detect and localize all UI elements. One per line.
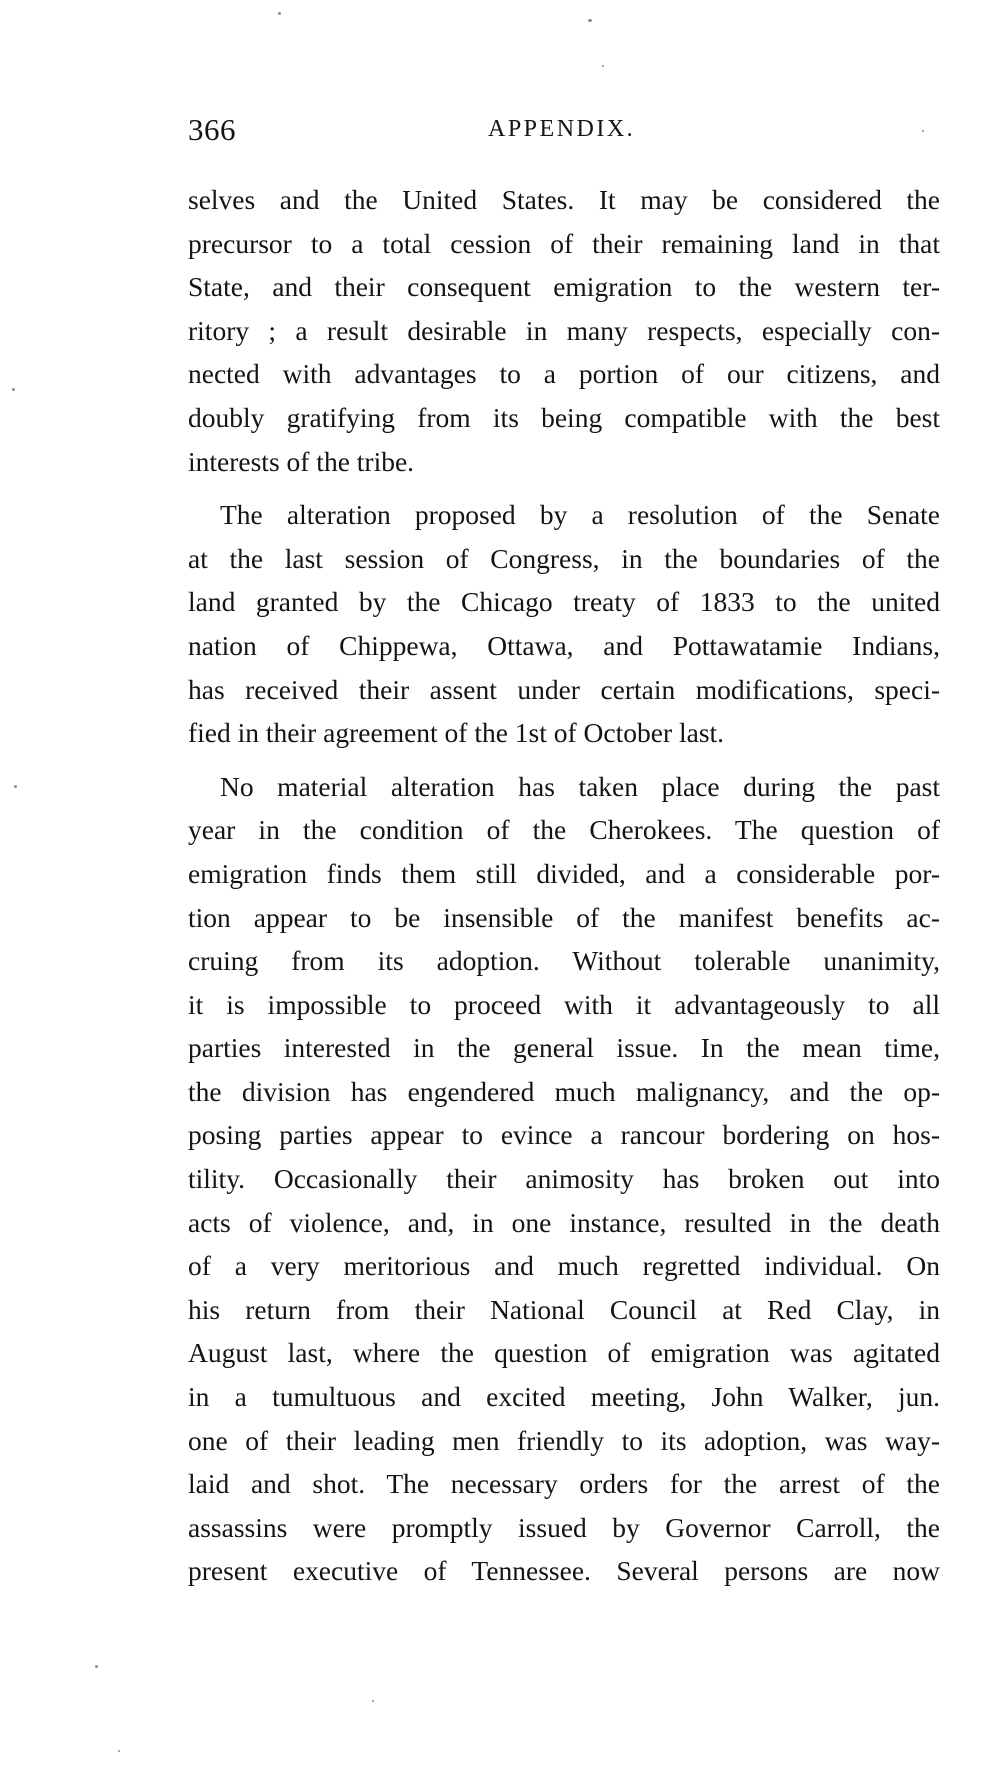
body-text [188, 178, 940, 1593]
text-line: has received their assent under certain modifications, speci- [188, 673, 940, 705]
scan-speck [278, 12, 281, 15]
text-line: parties interested in the general issue. In the mean time, [188, 1032, 940, 1064]
text-line: The alteration proposed by a resolution of the Senate [220, 499, 940, 531]
paragraph [188, 765, 940, 1593]
text-line: State, and their consequent emigration to the western ter- [188, 271, 940, 303]
paragraph [188, 493, 940, 755]
text-line: tility. Occasionally their animosity has broken out into [188, 1163, 940, 1195]
text-line: present executive of Tennessee. Several persons are now [188, 1555, 940, 1587]
scan-speck [12, 388, 15, 391]
text-line: year in the condition of the Cherokees. The question of [188, 814, 940, 846]
text-line: precursor to a total cession of their remaining land in that [188, 227, 940, 259]
text-line: acts of violence, and, in one instance, resulted in the death [188, 1206, 940, 1238]
text-line: laid and shot. The necessary orders for the arrest of the [188, 1468, 940, 1500]
text-line: posing parties appear to evince a rancour bordering on hos- [188, 1119, 940, 1151]
scan-speck [14, 785, 17, 788]
text-line: it is impossible to proceed with it advantageously to all [188, 988, 940, 1020]
scan-speck [602, 65, 604, 67]
text-line: interests of the tribe. [188, 445, 415, 477]
text-line: land granted by the Chicago treaty of 1833 to the united [188, 586, 940, 618]
text-line: his return from their National Council at Red Clay, in [188, 1293, 940, 1325]
text-line: tion appear to be insensible of the manifest benefits ac- [188, 901, 940, 933]
text-line: nation of Chippewa, Ottawa, and Pottawatamie Indians, [188, 629, 940, 661]
text-line: at the last session of Congress, in the boundaries of the [188, 542, 940, 574]
text-line: assassins were promptly issued by Governor Carroll, the [188, 1511, 940, 1543]
text-line: in a tumultuous and excited meeting, John Walker, jun. [188, 1381, 940, 1413]
page-number: 366 [188, 112, 236, 147]
text-line: nected with advantages to a portion of our citizens, and [188, 358, 940, 390]
text-line: ritory ; a result desirable in many respects, especially con- [188, 314, 940, 346]
text-line: cruing from its adoption. Without tolerable unanimity, [188, 945, 940, 977]
text-line: selves and the United States. It may be considered the [188, 184, 940, 215]
text-line: one of their leading men friendly to its adoption, was way- [188, 1424, 940, 1456]
text-line: doubly gratifying from its being compatible with the best [188, 401, 940, 433]
scan-speck [372, 1700, 374, 1702]
text-line: No material alteration has taken place during the past [220, 770, 940, 802]
scan-speck [588, 19, 592, 22]
text-line: August last, where the question of emigration was agitated [188, 1337, 940, 1369]
page-header [188, 112, 940, 156]
paragraph [188, 178, 940, 483]
scan-speck [95, 1665, 98, 1668]
text-line: fied in their agreement of the 1st of October last. [188, 717, 725, 749]
text-line: the division has engendered much malignancy, and the op- [188, 1075, 940, 1107]
text-line: emigration finds them still divided, and a considerable por- [188, 857, 940, 889]
scan-speck [118, 1750, 120, 1752]
text-line: of a very meritorious and much regretted individual. On [188, 1250, 940, 1282]
running-head: APPENDIX. [488, 116, 636, 142]
